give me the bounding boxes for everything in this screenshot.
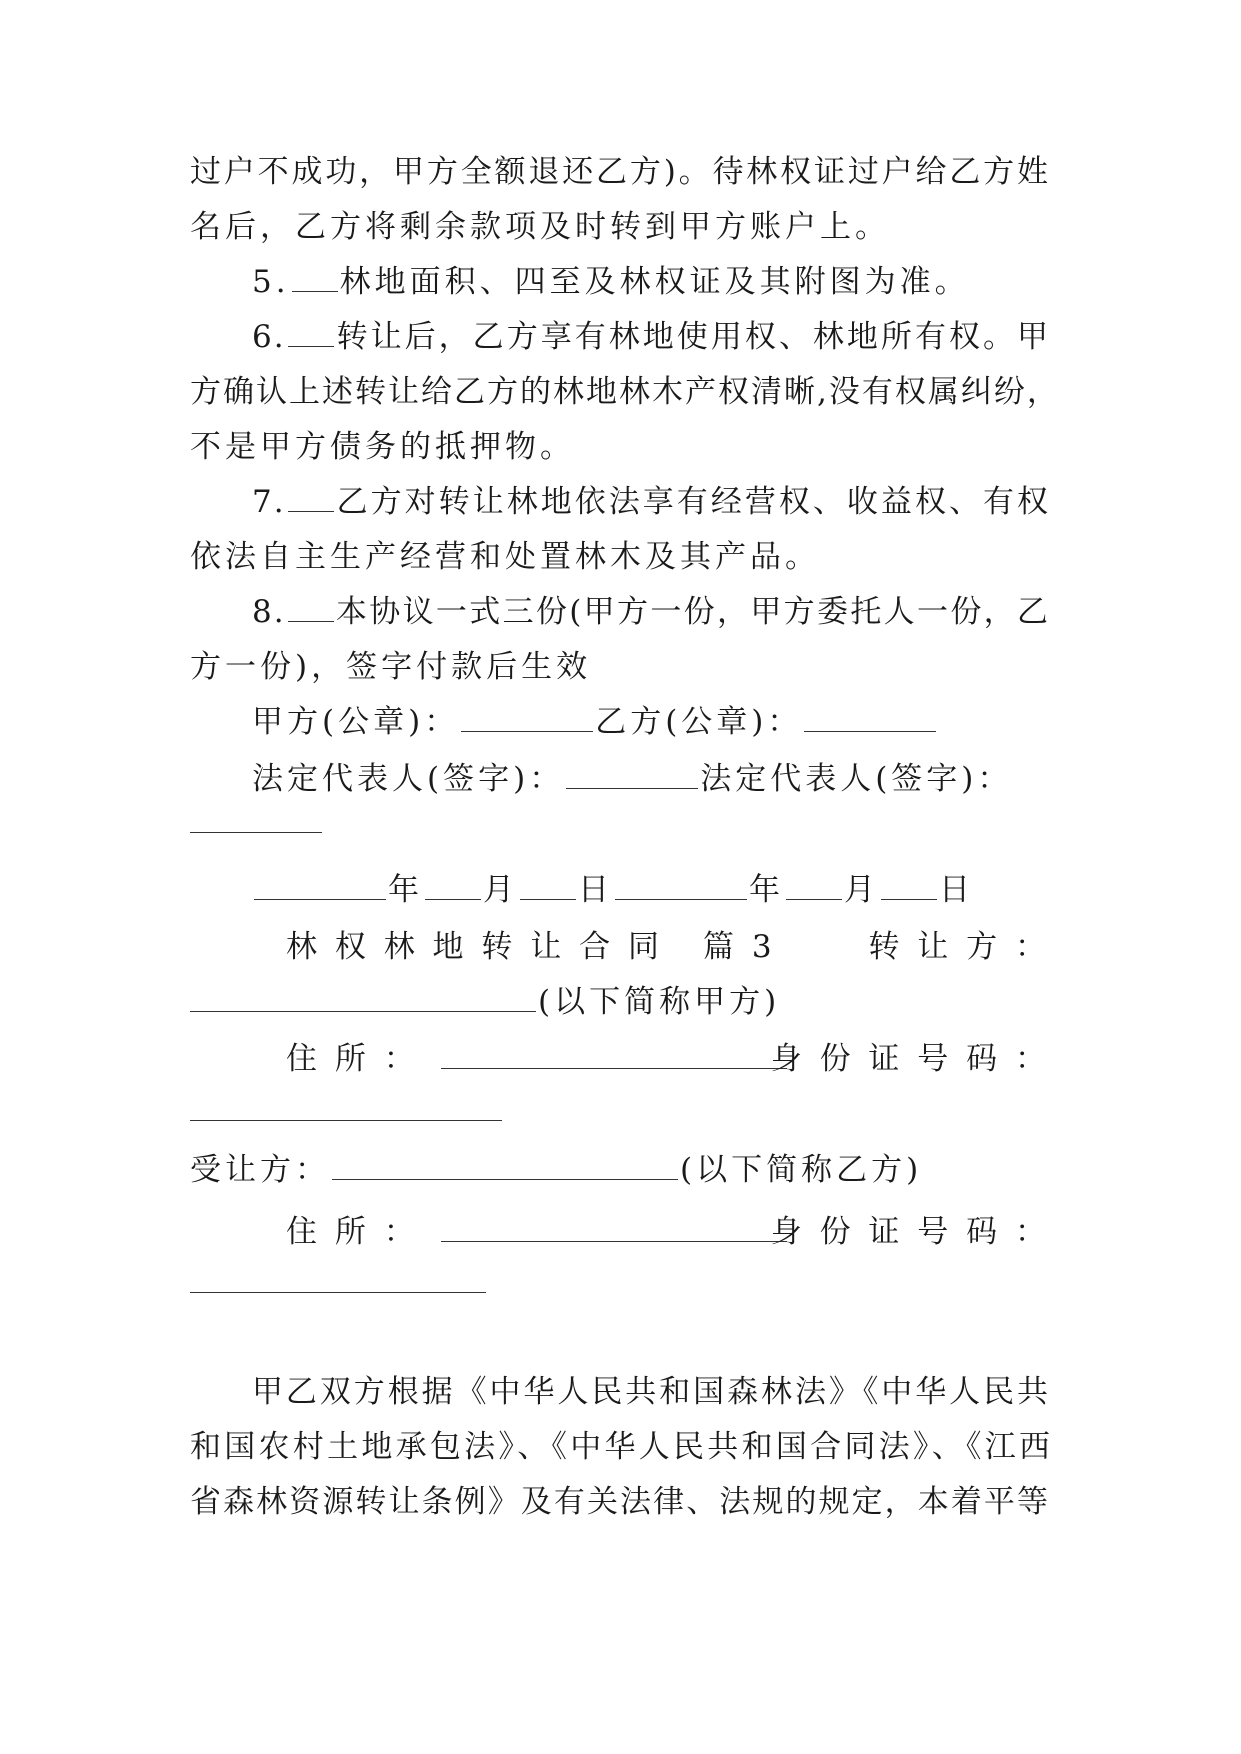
text-line: 名后，乙方将剩余款项及时转到甲方账户上。 (190, 209, 890, 245)
text-line: 方确认上述转让给乙方的林地林木产权清晰,没有权属纠纷， (190, 374, 1060, 410)
day-label: 日 (578, 872, 613, 908)
id-number-blank (190, 1120, 502, 1121)
transferee-address-line (190, 1212, 1050, 1252)
text-line: 和国农村土地承包法》、《中华人民共和国合同法》、《江西 (190, 1429, 1050, 1465)
id-number-label: 身 份 证 号 码 ： (770, 1214, 1050, 1250)
party-a-rep-label: 法定代表人(签字)： (252, 761, 565, 797)
clause-text: 转让后，乙方享有林地使用权、林地所有权。甲 (335, 319, 1050, 355)
clause-7 (190, 482, 1050, 522)
text-line: 甲乙双方根据《中华人民共和国森林法》《中华人民共 (252, 1374, 1050, 1410)
day-blank (520, 871, 576, 900)
year-label: 年 (388, 872, 423, 908)
contract-title-line (190, 927, 1050, 967)
address-label: 住 所 ： (286, 1214, 419, 1250)
id-number-label: 身 份 证 号 码 ： (770, 1041, 1050, 1077)
clause-8 (190, 592, 1050, 632)
clause-number: 8. (252, 594, 286, 630)
clause-5 (190, 262, 1050, 302)
year-blank (615, 871, 747, 900)
blank-line (288, 483, 334, 512)
transferee-label: 受让方： (190, 1152, 330, 1188)
month-label: 月 (844, 872, 879, 908)
month-blank (786, 871, 842, 900)
blank-line (288, 318, 334, 347)
text-line: 省森林资源转让条例》及有关法律、法规的规定，本着平等 (190, 1484, 1050, 1520)
clause-number: 5. (252, 264, 290, 300)
clause-number: 6. (252, 319, 286, 355)
transferor-blank (190, 983, 536, 1012)
address-blank (441, 1040, 787, 1069)
party-b-rep-blank (190, 832, 322, 833)
date-line (190, 870, 1050, 910)
contract-title: 林 权 林 地 转 让 合 同 (286, 929, 663, 965)
address-blank (441, 1213, 787, 1242)
transferor-label: 转 让 方 ： (868, 929, 1050, 965)
party-a-seal-label: 甲方(公章)： (252, 704, 460, 740)
representative-line (190, 759, 1050, 799)
party-a-rep-blank (566, 760, 698, 789)
blank-line (292, 263, 338, 292)
clause-6 (190, 317, 1050, 357)
transferee-line (190, 1150, 1050, 1190)
party-b-rep-label: 法定代表人(签字)： (700, 761, 1013, 797)
clause-number: 7. (252, 484, 286, 520)
clause-text: 乙方对转让林地依法享有经营权、收益权、有权 (335, 484, 1050, 520)
text-line: 方一份)，签字付款后生效 (190, 649, 592, 685)
address-label: 住 所 ： (286, 1041, 419, 1077)
month-label: 月 (483, 872, 518, 908)
seal-line (190, 702, 1050, 742)
transferor-line (190, 982, 1050, 1022)
text-line: 过户不成功，甲方全额退还乙方)。待林权证过户给乙方姓 (190, 154, 1050, 190)
clause-text: 本协议一式三份(甲方一份，甲方委托人一份，乙 (335, 594, 1050, 630)
year-blank (254, 871, 386, 900)
text-line: 依法自主生产经营和处置林木及其产品。 (190, 539, 820, 575)
party-b-seal-label: 乙方(公章)： (595, 704, 803, 740)
transferee-note: (以下简称乙方) (680, 1152, 923, 1188)
day-label: 日 (939, 872, 974, 908)
blank-line (288, 593, 334, 622)
party-a-seal-blank (461, 703, 593, 732)
id-number-blank (190, 1292, 486, 1293)
party-b-seal-blank (804, 703, 936, 732)
transferor-note: (以下简称甲方) (538, 984, 781, 1020)
transferee-blank (332, 1151, 678, 1180)
month-blank (425, 871, 481, 900)
day-blank (881, 871, 937, 900)
year-label: 年 (749, 872, 784, 908)
text-line: 不是甲方债务的抵押物。 (190, 429, 575, 465)
clause-text: 林地面积、四至及林权证及其附图为准。 (339, 264, 970, 300)
contract-part: 篇 3 (702, 929, 776, 965)
transferor-address-line (190, 1039, 1050, 1079)
